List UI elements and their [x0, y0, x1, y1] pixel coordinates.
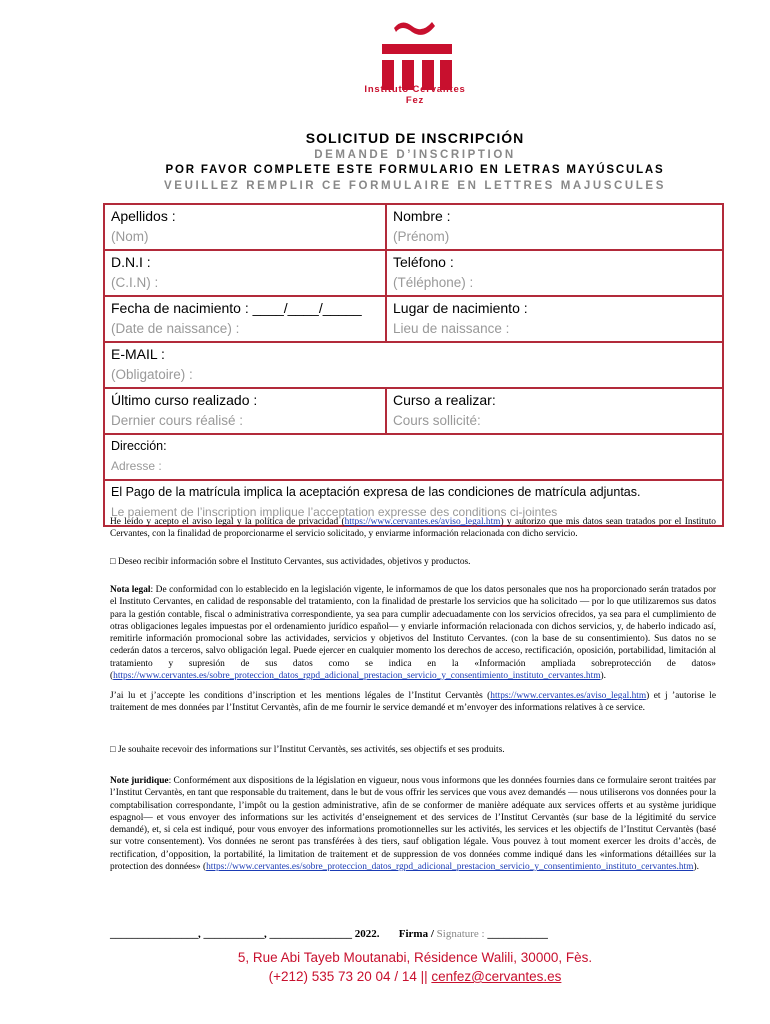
note-juridique-title: Note juridique: [110, 776, 169, 786]
signature-label: Signature :: [436, 928, 485, 940]
nota-legal-text: : De conformidad con lo establecido en la legislación vigente, le informamos de que los datos personales que nos ha proporcionado serán tratados por el Instituto Cervantes, en calidad de responsable del tratamiento, con la finalidad de prestarle los servicios que ha solicitado — por lo que utilizaremos sus datos para la gestión contable, fiscal o administrativa correspondiente, ya sea para cumplir adecuadamente con los servicios ofrecidos, ya sea para el cumplimiento de otras obligaciones legales impuestas por el ordenamiento jurídico español— y enviarle información relacionada con dichos servicios, y, de haberlo indicado así, remitirle información promocional sobre las actividades, servicios y objetivos del Instituto Cervantes. (con la base de su consentimiento). Sus datos no se cederán datos a terceros, salvo obligación legal. Puede ejercer en cualquier momento los derechos de acceso, rectificación, oposición, portabilidad, limitación al tratamiento y supresión de sus datos como se indica en la «Información ampliada sobreprotección de datos»: [110, 585, 717, 669]
label-nombre-fr: (Prénom): [393, 229, 450, 244]
consent-paragraph-es: [110, 516, 716, 541]
consent-text-fr-b: ) et j ’autorise le traitement de mes données par l’Institut Cervantès, afin de me fournir le service demandé et m’envoyer des informations relatives à ce service.: [110, 691, 716, 714]
proteccion-datos-link-fr[interactable]: https://www.cervantes.es/sobre_proteccion_datos_rgpd_adicional_prestacion_servicio_y_consentimiento_instituto_cervantes.htm: [206, 862, 694, 873]
label-fecha: Fecha de nacimiento : ____/____/_____: [111, 300, 362, 316]
instruction-fr: VEUILLEZ REMPLIR CE FORMULAIRE EN LETTRES MAJUSCULES: [164, 180, 666, 192]
label-direccion: Dirección:: [111, 439, 167, 453]
field-telefono[interactable]: [386, 250, 723, 296]
field-dni[interactable]: [104, 250, 386, 296]
field-direccion[interactable]: [104, 434, 723, 480]
footer-phone: (+212) 535 73 20 04 / 14 ||: [268, 969, 428, 984]
label-ultimo: Último curso realizado :: [111, 392, 258, 408]
label-email-fr: (Obligatoire) :: [111, 367, 193, 382]
footer-email-link[interactable]: cenfez@cervantes.es: [431, 969, 562, 984]
label-direccion-fr: Adresse :: [111, 459, 162, 473]
instruction: POR FAVOR COMPLETE ESTE FORMULARIO EN LETRAS MAYÚSCULAS: [165, 164, 665, 176]
date-line: ________________, ___________, _______________ 2022.: [110, 928, 380, 940]
aviso-legal-link[interactable]: https://www.cervantes.es/aviso_legal.htm: [344, 517, 501, 527]
field-email[interactable]: [104, 342, 723, 388]
footer-contact: [0, 969, 770, 984]
field-curso-realizar[interactable]: [386, 388, 723, 434]
label-dni-fr: (C.I.N) :: [111, 275, 159, 290]
logo-text: [330, 84, 500, 106]
logo-line2: Fez: [405, 95, 425, 106]
field-nombre[interactable]: [386, 204, 723, 250]
label-ultimo-fr: Dernier cours réalisé :: [111, 413, 244, 428]
firma-label: Firma /: [398, 928, 434, 940]
label-fecha-fr: (Date de naissance) :: [111, 321, 240, 336]
label-nombre: Nombre :: [393, 208, 451, 224]
footer-address: 5, Rue Abi Tayeb Moutanabi, Résidence Walili, 30000, Fès.: [237, 950, 593, 965]
nota-legal: Nota legal: De conformidad con lo establecido en la legislación vigente, le informamos de que los datos personales que nos ha proporcionado serán tratados por el Instituto Cervantes, en calidad de responsable del tratamiento, con la finalidad de prestarle los servicios que ha solicitado — por lo que utilizaremos sus datos para la gestión contable, fiscal o administrativa correspondiente, ya sea para cumplir adecuadamente con los servicios ofrecidos, ya sea para el cumplimiento de otras obligaciones legales impuestas por el ordenamiento jurídico español— y enviarle información relacionada con dichos servicios, y, de haberlo indicado así, remitirle información promocional sobre las actividades, servicios y objetivos del Instituto Cervantes. (con la base de su consentimiento). Sus datos no se cederán datos a terceros, salvo obligación legal. Puede ejercer en cualquier momento los derechos de acceso, rectificación, oposición, portabilidad, limitación al tratamiento y supresión de sus datos como se indica en la «Información ampliada sobreprotección de datos» (https://www.cervantes.es/sobre_proteccion_datos_rgpd_adicional_prestacion_servicio_y_consentimiento_instituto_cervantes.htm).: [110, 585, 717, 682]
consent-text-b: ) y autorizo que mis datos sean tratados por el Instituto Cervantes, con la finalidad de proporcionarme el servicio solicitado, y enviarme información relacionada con dicho servicio.: [110, 517, 716, 540]
proteccion-datos-link-es[interactable]: https://www.cervantes.es/sobre_proteccion_datos_rgpd_adicional_prestacion_servicio_y_consentimiento_instituto_cervantes.htm: [113, 671, 601, 682]
logo-line1: Instituto Cervantes: [364, 84, 466, 95]
label-apellidos-fr: (Nom): [111, 229, 149, 244]
label-curso-fr: Cours sollicité:: [393, 413, 481, 428]
label-dni: D.N.I :: [111, 254, 151, 270]
consent-text-fr-a: J’ai lu et j’accepte les conditions d’inscription et les mentions légales de l’Institut Cervantès (: [110, 691, 491, 701]
field-apellidos[interactable]: [104, 204, 386, 250]
form-title-fr: DEMANDE D’INSCRIPTION: [314, 149, 516, 161]
field-ultimo-curso[interactable]: [104, 388, 386, 434]
label-telefono-fr: (Téléphone) :: [393, 275, 474, 290]
note-juridique: Note juridique: Conformément aux dispositions de la législation en vigueur, nous vous informons que les données fournies dans ce formulaire seront traitées par l’Institut Cervantès, en tant que responsable du traitement, dans le but de vous offrir les services que vous avez demandés — nous utiliserons vos données pour la comptabilisation correspondante, l’impôt ou la gestion administrative, afin de se conformer de manière adéquate aux services offerts et au système juridique espagnol— et vous envoyer des informations sur les activités d’enseignement et des services de l’Institut Cervantès (sur base de la légitimité du service demandé), et, si cela est indiqué, pour vous envoyer des informations promotionnelles sur les activités, les services et les objectifs de l’Institut Cervantès (basé sur votre consentement). Vos données ne seront pas transférées à des tiers, sauf obligation légale. Vous pouvez à tout moment exercer les droits d’accès, de rectification, d’opposition, la portabilité, la limitation de traitement et de suppression de vos données comme indiqué dans les «informations détaillées sur la protection des données» (https://www.cervantes.es/sobre_proteccion_datos_rgpd_adicional_prestacion_servicio_y_consentimiento_instituto_cervantes.htm).: [110, 776, 717, 873]
newsletter-checkbox-es[interactable]: □ Deseo recibir información sobre el Instituto Cervantes, sus actividades, objetivos y productos.: [110, 557, 471, 567]
consent-paragraph-fr: [110, 690, 716, 715]
label-lugar-fr: Lieu de naissance :: [393, 321, 510, 336]
signature-blank: ___________: [487, 928, 548, 940]
field-fecha-nacimiento[interactable]: [104, 296, 386, 342]
nota-legal-title: Nota legal: [110, 585, 151, 595]
label-curso: Curso a realizar:: [393, 392, 496, 408]
label-email: E-MAIL :: [111, 346, 165, 362]
label-apellidos: Apellidos :: [111, 208, 176, 224]
signature-line[interactable]: [110, 928, 548, 940]
note-juridique-text: : Conformément aux dispositions de la législation en vigueur, nous vous informons que les données fournies dans ce formulaire seront traitées par l’Institut Cervantès, en tant que responsable du traitement, dans le but de vous offrir les services que vous avez demandés — nous utiliserons vos données pour la comptabilisation correspondante, l’impôt ou la gestion administrative, afin de se conformer de manière adéquate aux services offerts et au système juridique espagnol— et vous envoyer des informations sur les activités d’enseignement et des services de l’Institut Cervantès (sur base de la légitimité du service demandé), et, si cela est indiqué, pour vous envoyer des informations promotionnelles sur les activités, les services et les objectifs de l’Institut Cervantès (basé sur votre consentement). Vos données ne seront pas transférées à des tiers, sauf obligation légale. Vous pouvez à tout moment exercer les droits d’accès, de rectification, d’opposition, la portabilité, la limitation de traitement et de suppression de vos données comme indiqué dans les «informations détaillées sur la protection des données»: [110, 776, 717, 873]
newsletter-checkbox-fr[interactable]: □ Je souhaite recevoir des informations sur l’Institut Cervantès, ses activités, ses objectifs et ses produits.: [110, 745, 505, 755]
field-lugar-nacimiento[interactable]: [386, 296, 723, 342]
consent-text-a: He leído y acepto el aviso legal y la política de privacidad (: [110, 517, 345, 527]
form-title: SOLICITUD DE INSCRIPCIÓN: [305, 130, 525, 146]
aviso-legal-link-fr[interactable]: https://www.cervantes.es/aviso_legal.htm: [490, 691, 647, 701]
label-pago: El Pago de la matrícula implica la aceptación expresa de las condiciones de matrícula adjuntas.: [111, 485, 641, 499]
label-pago-fr: Le paiement de l’inscription implique l’acceptation expresse des conditions ci-jointes: [111, 505, 558, 519]
label-telefono: Teléfono :: [393, 254, 454, 270]
registration-form: [103, 203, 724, 527]
label-lugar: Lugar de nacimiento :: [393, 300, 528, 316]
